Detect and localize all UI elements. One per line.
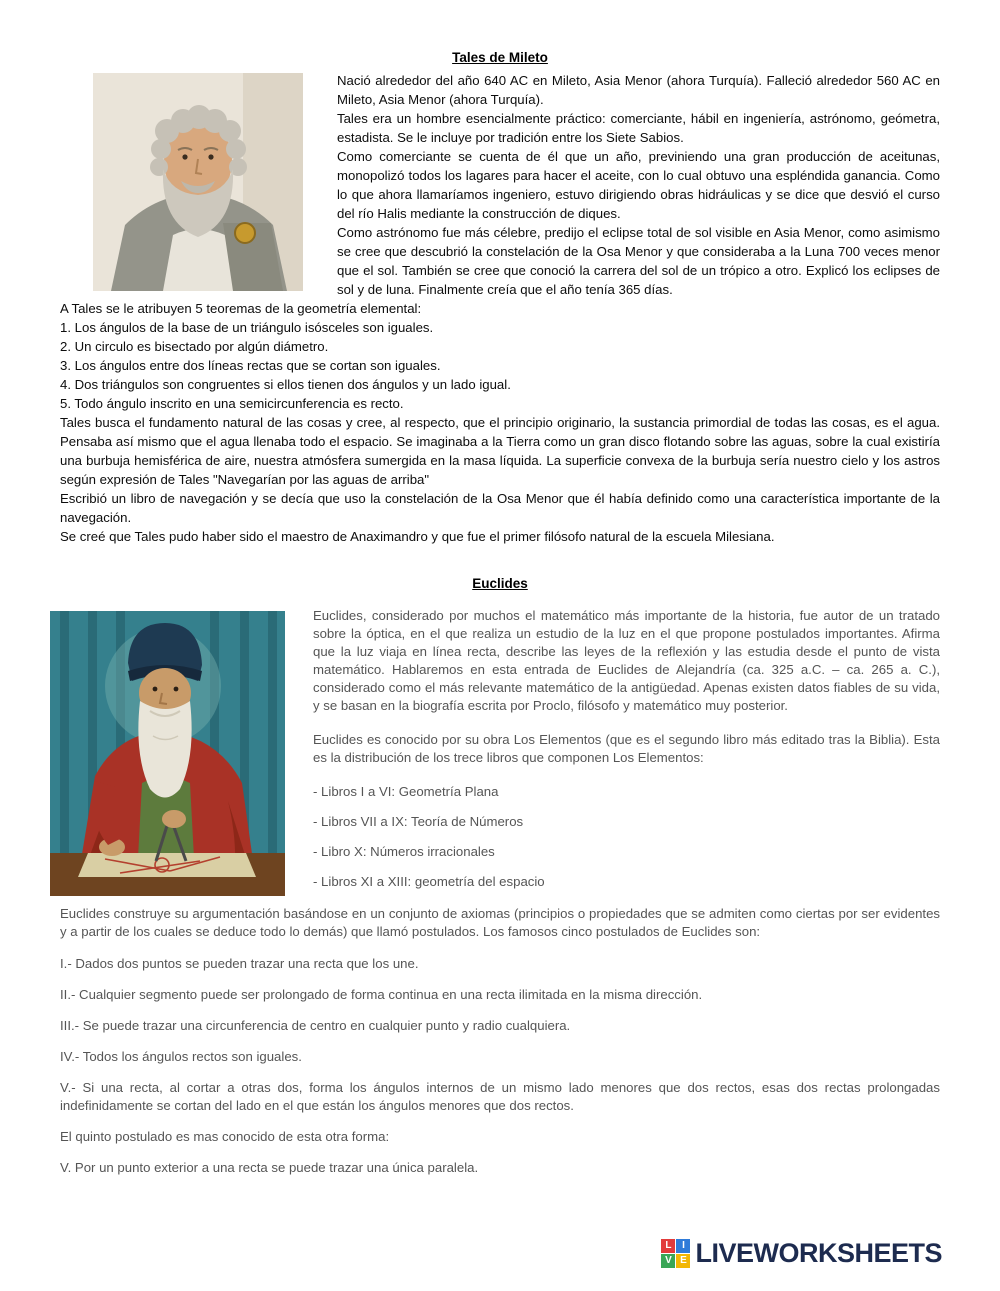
postulate-item: IV.- Todos los ángulos rectos son iguales.: [60, 1049, 302, 1064]
liveworksheets-wordmark: LIVEWORKSHEETS: [695, 1238, 942, 1268]
tales-paragraph: Nació alrededor del año 640 AC en Mileto, Asia Menor (ahora Turquía). Falleció alrededor 560 AC en Mileto, Asia Menor (ahora Turquía).: [337, 73, 940, 107]
euclides-axioms-intro: Euclides construye su argumentación basándose en un conjunto de axiomas (principios o propiedades que se admiten como ciertas por ser evidentes y a partir de los cuales se deduce todo lo demás) que llamó postulados. Los famosos cinco postulados de Euclides son:: [60, 906, 940, 939]
tales-theorem-item: 2. Un circulo es bisectado por algún diámetro.: [60, 339, 329, 354]
euclid-portrait-drawing: [50, 611, 285, 896]
thales-portrait-drawing: [93, 73, 303, 291]
book-range-item: - Libros XI a XIII: geometría del espacio: [313, 874, 545, 889]
tales-paragraph: Se creé que Tales pudo haber sido el maestro de Anaximandro y que fue el primer filósofo natural de la escuela Milesiana.: [60, 529, 775, 544]
thales-portrait: [93, 73, 303, 291]
book-range-item: - Libro X: Números irracionales: [313, 844, 495, 859]
tales-paragraph: Escribió un libro de navegación y se decía que uso la constelación de la Osa Menor que él había definido como una característica importante de la navegación.: [60, 491, 940, 525]
tales-paragraph: Tales busca el fundamento natural de las cosas y cree, al respecto, que el principio originario, la sustancia primordial de todas las cosas, es el agua. Pensaba así mismo que el agua llenaba todo el espacio. Se imaginaba a la Tierra como un gran disco flotando sobre las aguas, sobre la cual existiría una burbuja hemisférica de aire, nuestra atmósfera sumergida en la masa líquida. La superficie convexa de la burbuja sería nuestro cielo y los astros según expresión de Tales "Navegarían por las aguas de arriba": [60, 415, 940, 487]
tales-theorem-item: 4. Dos triángulos son congruentes si ellos tienen dos ángulos y un lado igual.: [60, 377, 511, 392]
tales-paragraph: Como comerciante se cuenta de él que un año, previniendo una gran producción de aceitunas, monopolizó todos los lagares para hacer el aceite, con lo cual obtuvo una espléndida ganancia. Como lo que ahora llamaríamos ingeniero, estuvo dirigiendo obras hidráulicas y se dice que desvió el curso del río Halis mediante la construcción de diques.: [337, 149, 940, 221]
euclides-body: [60, 607, 940, 1177]
tales-section: [60, 50, 940, 546]
logo-letter-i: I: [676, 1239, 690, 1253]
postulate-item: II.- Cualquier segmento puede ser prolongado de forma continua en una recta ilimitada en la misma dirección.: [60, 987, 703, 1002]
liveworksheets-logo-icon: [661, 1239, 690, 1268]
tales-title: Tales de Mileto: [452, 50, 548, 65]
euclides-intro: Euclides, considerado por muchos el matemático más importante de la historia, fue autor de un tratado sobre la óptica, en el que realiza un estudio de la luz en el que propone postulados importantes. Afirma que la luz viaja en línea recta, describe las leyes de la reflexión y las estudia desde el punto de vista matemático. Hablaremos en esta entrada de Euclides de Alejandría (ca. 325 a.C. – ca. 265 a. C.), considerado como el más relevante matemático de la antigüedad. Apenas existen datos fiables de su vida, y se basan en la biografía escrita por Proclo, filósofo y matemático muy posterior.: [313, 608, 940, 713]
logo-letter-e: E: [676, 1254, 690, 1268]
euclides-section: [60, 576, 940, 1177]
tales-paragraph: Tales era un hombre esencialmente práctico: comerciante, hábil en ingeniería, astrónomo, geómetra, estadista. Se le incluye por tradición entre los Siete Sabios.: [337, 111, 940, 145]
euclides-title: Euclides: [472, 576, 528, 591]
tales-theorem-item: 5. Todo ángulo inscrito en una semicircunferencia es recto.: [60, 396, 404, 411]
tales-paragraph: Como astrónomo fue más célebre, predijo el eclipse total de sol visible en Asia Menor, como asimismo se cree que descubrió la constelación de la Osa Menor y que consideraba a la Luna 700 veces menor que el sol. También se cree que conoció la carrera del sol de un trópico a otro. Explicó los eclipses de sol y de luna. Finalmente creía que el año tenía 365 días.: [337, 225, 940, 297]
logo-letter-l: L: [661, 1239, 675, 1253]
tales-theorems-intro: A Tales se le atribuyen 5 teoremas de la geometría elemental:: [60, 301, 422, 316]
postulate-item: V.- Si una recta, al cortar a otras dos, forma los ángulos internos de un mismo lado menores que dos rectos, esas dos rectas prolongadas indefinidamente se cortan del lado en el que están los ángulos menores que dos rectos.: [60, 1080, 940, 1113]
liveworksheets-footer: [661, 1238, 942, 1269]
book-range-item: - Libros VII a IX: Teoría de Números: [313, 814, 524, 829]
tales-theorem-item: 1. Los ángulos de la base de un triángulo isósceles son iguales.: [60, 320, 434, 335]
euclides-elements-intro: Euclides es conocido por su obra Los Elementos (que es el segundo libro más editado tras la Biblia). Esta es la distribución de los trece libros que componen Los Elementos:: [313, 732, 940, 765]
euclides-fifth-note: El quinto postulado es mas conocido de esta otra forma:: [60, 1129, 390, 1144]
book-range-item: - Libros I a VI: Geometría Plana: [313, 784, 499, 799]
postulate-item: III.- Se puede trazar una circunferencia de centro en cualquier punto y radio cualquiera.: [60, 1018, 571, 1033]
postulate-item: I.- Dados dos puntos se pueden trazar una recta que los une.: [60, 956, 419, 971]
euclid-portrait: [50, 611, 285, 896]
logo-letter-v: V: [661, 1254, 675, 1268]
tales-body: [60, 71, 940, 546]
tales-theorem-item: 3. Los ángulos entre dos líneas rectas que se cortan son iguales.: [60, 358, 441, 373]
euclides-fifth-alt: V. Por un punto exterior a una recta se puede trazar una única paralela.: [60, 1160, 479, 1175]
